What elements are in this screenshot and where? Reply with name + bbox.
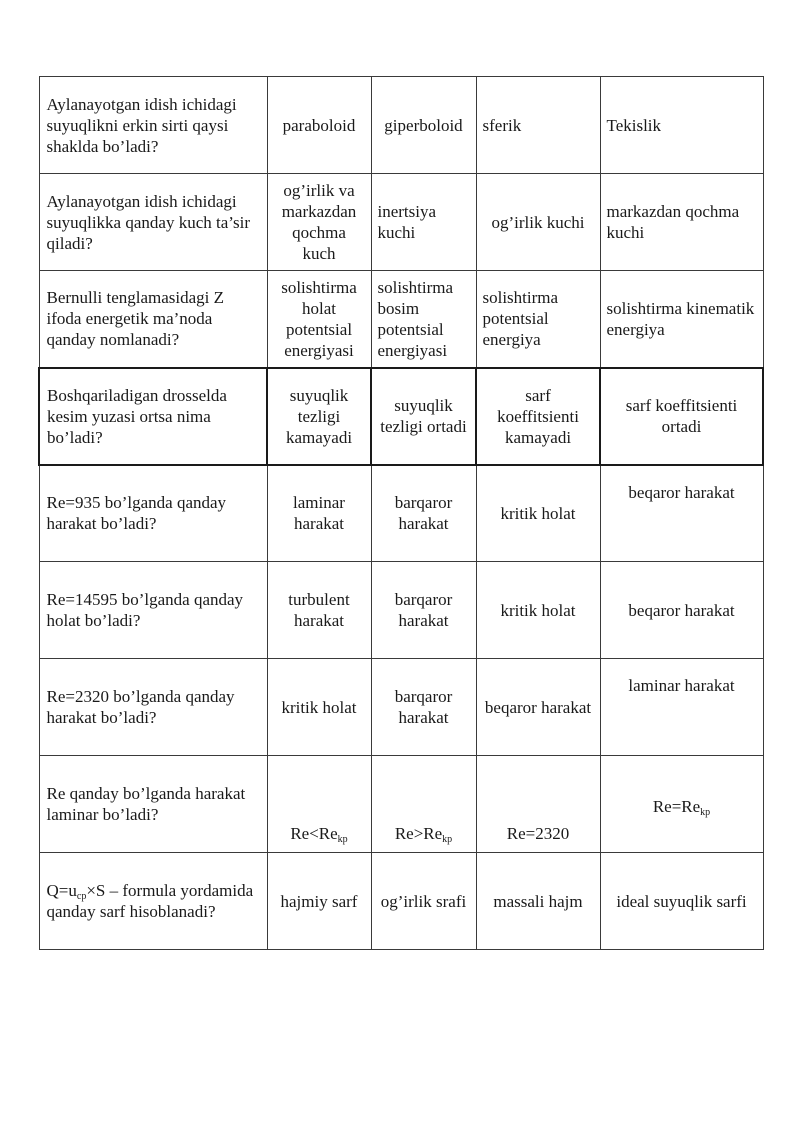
answer-subscript: kp (442, 834, 453, 845)
answer-cell: sarf koeffitsienti kamayadi (476, 368, 600, 465)
answer-cell: Re=2320 (476, 756, 600, 853)
answer-main: Re>Re (394, 824, 443, 843)
table-row (39, 77, 763, 174)
answer-cell: markazdan qochma kuchi (600, 174, 763, 271)
answer-cell: suyuqlik tezligi kamayadi (267, 368, 371, 465)
answer-cell: kritik holat (267, 659, 371, 756)
table-row (39, 659, 763, 756)
formula-subscript: cp (76, 891, 87, 902)
answer-cell: laminar harakat (600, 659, 763, 756)
answer-cell: turbulent harakat (267, 562, 371, 659)
question-cell: Re qanday bo’lganda harakat laminar bo’ladi? (39, 756, 267, 853)
answer-subscript: kp (700, 807, 711, 818)
table-row (39, 174, 763, 271)
answer-cell: sferik (476, 77, 600, 174)
answer-cell (371, 756, 476, 853)
answer-cell: barqaror harakat (371, 659, 476, 756)
answer-cell: og’irlik kuchi (476, 174, 600, 271)
answer-cell: og’irlik srafi (371, 853, 476, 950)
table-row (39, 465, 763, 562)
answer-cell (600, 756, 763, 853)
answer-cell: massali hajm (476, 853, 600, 950)
question-cell: Re=2320 bo’lganda qanday harakat bo’ladi? (39, 659, 267, 756)
answer-cell: sarf koeffitsienti ortadi (600, 368, 763, 465)
question-cell: Aylanayotgan idish ichidagi suyuqlikka qanday kuch ta’sir qiladi? (39, 174, 267, 271)
question-cell: Re=14595 bo’lganda qanday holat bo’ladi? (39, 562, 267, 659)
answer-cell: giperboloid (371, 77, 476, 174)
question-cell: Boshqariladigan drosselda kesim yuzasi ortsa nima bo’ladi? (39, 368, 267, 465)
answer-main: Re=Re (652, 797, 701, 816)
answer-cell: og’irlik va markazdan qochma kuch (267, 174, 371, 271)
answer-cell: solishtirma holat potentsial energiyasi (267, 271, 371, 368)
answer-cell: inertsiya kuchi (371, 174, 476, 271)
answer-cell: barqaror harakat (371, 465, 476, 562)
answer-cell: suyuqlik tezligi ortadi (371, 368, 476, 465)
answer-cell: solishtirma potentsial energiya (476, 271, 600, 368)
answer-cell: paraboloid (267, 77, 371, 174)
answer-cell: kritik holat (476, 465, 600, 562)
answer-main: Re<Re (290, 824, 338, 843)
question-cell: Bernulli tenglamasidagi Z ifoda energetik ma’noda qanday nomlanadi? (39, 271, 267, 368)
answer-cell: barqaror harakat (371, 562, 476, 659)
answer-cell: laminar harakat (267, 465, 371, 562)
answer-cell: hajmiy sarf (267, 853, 371, 950)
answer-cell (267, 756, 371, 853)
answer-cell: solishtirma bosim potentsial energiyasi (371, 271, 476, 368)
quiz-table (38, 76, 764, 950)
question-cell: Aylanayotgan idish ichidagi suyuqlikni erkin sirti qaysi shaklda bo’ladi? (39, 77, 267, 174)
table-row (39, 853, 763, 950)
formula-post: ×S – formula yordamida qanday sarf hisoblanadi? (46, 881, 254, 921)
table-row (39, 271, 763, 368)
table-row (39, 368, 763, 465)
answer-cell: ideal suyuqlik sarfi (600, 853, 763, 950)
answer-cell: beqaror harakat (600, 562, 763, 659)
answer-cell: Tekislik (600, 77, 763, 174)
question-cell (39, 853, 267, 950)
answer-cell: beqaror harakat (476, 659, 600, 756)
question-cell: Re=935 bo’lganda qanday harakat bo’ladi? (39, 465, 267, 562)
table-row (39, 562, 763, 659)
answer-cell: kritik holat (476, 562, 600, 659)
answer-cell: beqaror harakat (600, 465, 763, 562)
answer-cell: solishtirma kinematik energiya (600, 271, 763, 368)
answer-subscript: kp (337, 834, 348, 845)
table-row (39, 756, 763, 853)
formula-pre: Q=u (46, 881, 77, 900)
